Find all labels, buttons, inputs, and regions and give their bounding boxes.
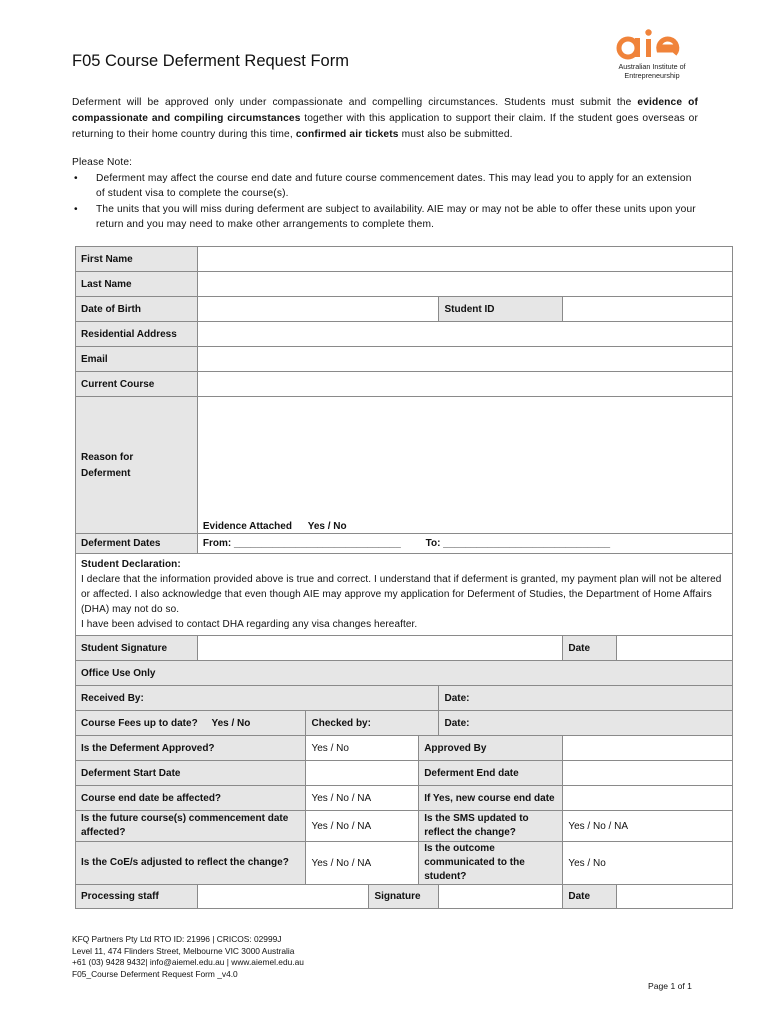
- received-by-field[interactable]: Received By:: [76, 686, 439, 711]
- footer-contact: +61 (03) 9428 9432| info@aiemel.edu.au | www.aiemel.edu.au: [72, 957, 304, 967]
- deferment-dates-label: Deferment Dates: [76, 534, 198, 554]
- new-end-date-label: If Yes, new course end date: [419, 786, 563, 811]
- office-use-title: Office Use Only: [76, 661, 733, 686]
- checked-by-field[interactable]: Checked by:: [306, 711, 439, 736]
- intro-text-1: Deferment will be approved only under compassionate and compelling circumstances. Students must submit the: [72, 97, 638, 108]
- approved-options[interactable]: Yes / No: [306, 736, 419, 761]
- sms-updated-question: Is the SMS updated to reflect the change?: [419, 811, 563, 842]
- declaration-title: Student Declaration:: [81, 559, 181, 570]
- processing-staff-label: Processing staff: [76, 885, 198, 909]
- fees-field[interactable]: [76, 711, 306, 736]
- approved-by-field[interactable]: [563, 736, 733, 761]
- intro-text-3: must also be submitted.: [398, 129, 513, 140]
- aie-logo-mark: [606, 26, 698, 64]
- coe-adjusted-options[interactable]: Yes / No / NA: [306, 842, 419, 885]
- page-title: F05 Course Deferment Request Form: [72, 52, 349, 70]
- outcome-communicated-question: Is the outcome communicated to the student?: [419, 842, 563, 885]
- fees-options[interactable]: Yes / No: [211, 717, 251, 729]
- student-declaration: [76, 554, 733, 636]
- future-affected-question: Is the future course(s) commencement date affected?: [76, 811, 306, 842]
- footer-company: KFQ Partners Pty Ltd RTO ID: 21996 | CRICOS: 02999J: [72, 934, 282, 944]
- logo-caption-line2: Entrepreneurship: [624, 71, 680, 80]
- student-date-label: Date: [563, 636, 617, 661]
- office-date-label: Date: [563, 885, 617, 909]
- deferment-from[interactable]: From: ______________________________: [202, 538, 401, 549]
- aie-logo: [606, 26, 698, 84]
- student-id-field[interactable]: [563, 297, 733, 322]
- approved-by-label: Approved By: [419, 736, 563, 761]
- logo-caption-line1: Australian Institute of: [618, 62, 686, 71]
- office-signature-field[interactable]: [439, 885, 563, 909]
- logo-caption: [606, 62, 698, 80]
- email-label: Email: [76, 347, 198, 372]
- end-date-field[interactable]: [563, 761, 733, 786]
- end-affected-question: Course end date be affected?: [76, 786, 306, 811]
- last-name-field[interactable]: [197, 272, 732, 297]
- deferment-dates-field[interactable]: [197, 534, 732, 554]
- declaration-text: I declare that the information provided above is true and correct. I understand that if deferment is granted, my payment plan will not be altered or affected. I also acknowledge that even though AIE may approve my application for Deferment of Studies, the Department of Home Affairs (DHA) may not do so.: [81, 574, 722, 615]
- start-date-label: Deferment Start Date: [76, 761, 306, 786]
- outcome-communicated-options[interactable]: Yes / No: [563, 842, 733, 885]
- student-id-label: Student ID: [439, 297, 563, 322]
- address-label: Residential Address: [76, 322, 198, 347]
- reason-label: [76, 397, 198, 534]
- declaration-text-2: I have been advised to contact DHA regarding any visa changes hereafter.: [81, 619, 418, 630]
- checked-date-field[interactable]: Date:: [439, 711, 733, 736]
- fees-question: Course Fees up to date?: [81, 717, 198, 729]
- footer-form-version: F05_Course Deferment Request Form _v4.0: [72, 968, 238, 979]
- end-affected-options[interactable]: Yes / No / NA: [306, 786, 419, 811]
- student-signature-label: Student Signature: [76, 636, 198, 661]
- deferment-to[interactable]: To: ______________________________: [425, 538, 611, 549]
- received-date-field[interactable]: Date:: [439, 686, 733, 711]
- evidence-attached-options[interactable]: Yes / No: [307, 521, 347, 532]
- notes-list: [72, 171, 698, 233]
- office-signature-label: Signature: [369, 885, 439, 909]
- note-item: • Deferment may affect the course end date and future course commencement dates. This may lead you to apply for an extension of student visa to complete the course(s).: [72, 171, 698, 202]
- last-name-label: Last Name: [76, 272, 198, 297]
- reason-label-line1: Reason for: [81, 451, 134, 463]
- footer-address: Level 11, 474 Flinders Street, Melbourne VIC 3000 Australia: [72, 945, 295, 956]
- new-end-date-field[interactable]: [563, 786, 733, 811]
- notes-section: [72, 155, 698, 233]
- coe-adjusted-question: Is the CoE/s adjusted to reflect the change?: [76, 842, 306, 885]
- sms-updated-options[interactable]: Yes / No / NA: [563, 811, 733, 842]
- first-name-label: First Name: [76, 247, 198, 272]
- reason-label-line2: Deferment: [81, 467, 131, 479]
- future-affected-options[interactable]: Yes / No / NA: [306, 811, 419, 842]
- end-date-label: Deferment End date: [419, 761, 563, 786]
- current-course-field[interactable]: [197, 372, 732, 397]
- first-name-field[interactable]: [197, 247, 732, 272]
- processing-staff-field[interactable]: [197, 885, 369, 909]
- office-date-field[interactable]: [617, 885, 733, 909]
- approved-question: Is the Deferment Approved?: [76, 736, 306, 761]
- current-course-label: Current Course: [76, 372, 198, 397]
- deferment-form-table: [75, 246, 733, 909]
- footer: [72, 934, 304, 980]
- dob-label: Date of Birth: [76, 297, 198, 322]
- intro-bold-1: evidence of compassionate and compiling circumstances: [72, 97, 698, 124]
- student-signature-field[interactable]: [197, 636, 563, 661]
- intro-bold-2: confirmed air tickets: [295, 129, 399, 140]
- student-date-field[interactable]: [617, 636, 733, 661]
- page-number: Page 1 of 1: [648, 981, 692, 991]
- email-field[interactable]: [197, 347, 732, 372]
- notes-heading: Please Note:: [72, 157, 133, 168]
- evidence-attached-label: Evidence Attached: [202, 521, 292, 532]
- address-field[interactable]: [197, 322, 732, 347]
- intro-paragraph: [72, 95, 698, 143]
- start-date-field[interactable]: [306, 761, 419, 786]
- reason-field[interactable]: [197, 397, 732, 534]
- note-item: • The units that you will miss during deferment are subject to availability. AIE may or may not be able to offer these units upon your return and you may need to make other arrangements to complete them.: [72, 202, 698, 233]
- intro-text-2: together with this application to support their claim. If the student goes overseas or returning to their home country during this time,: [72, 113, 698, 140]
- dob-field[interactable]: [197, 297, 439, 322]
